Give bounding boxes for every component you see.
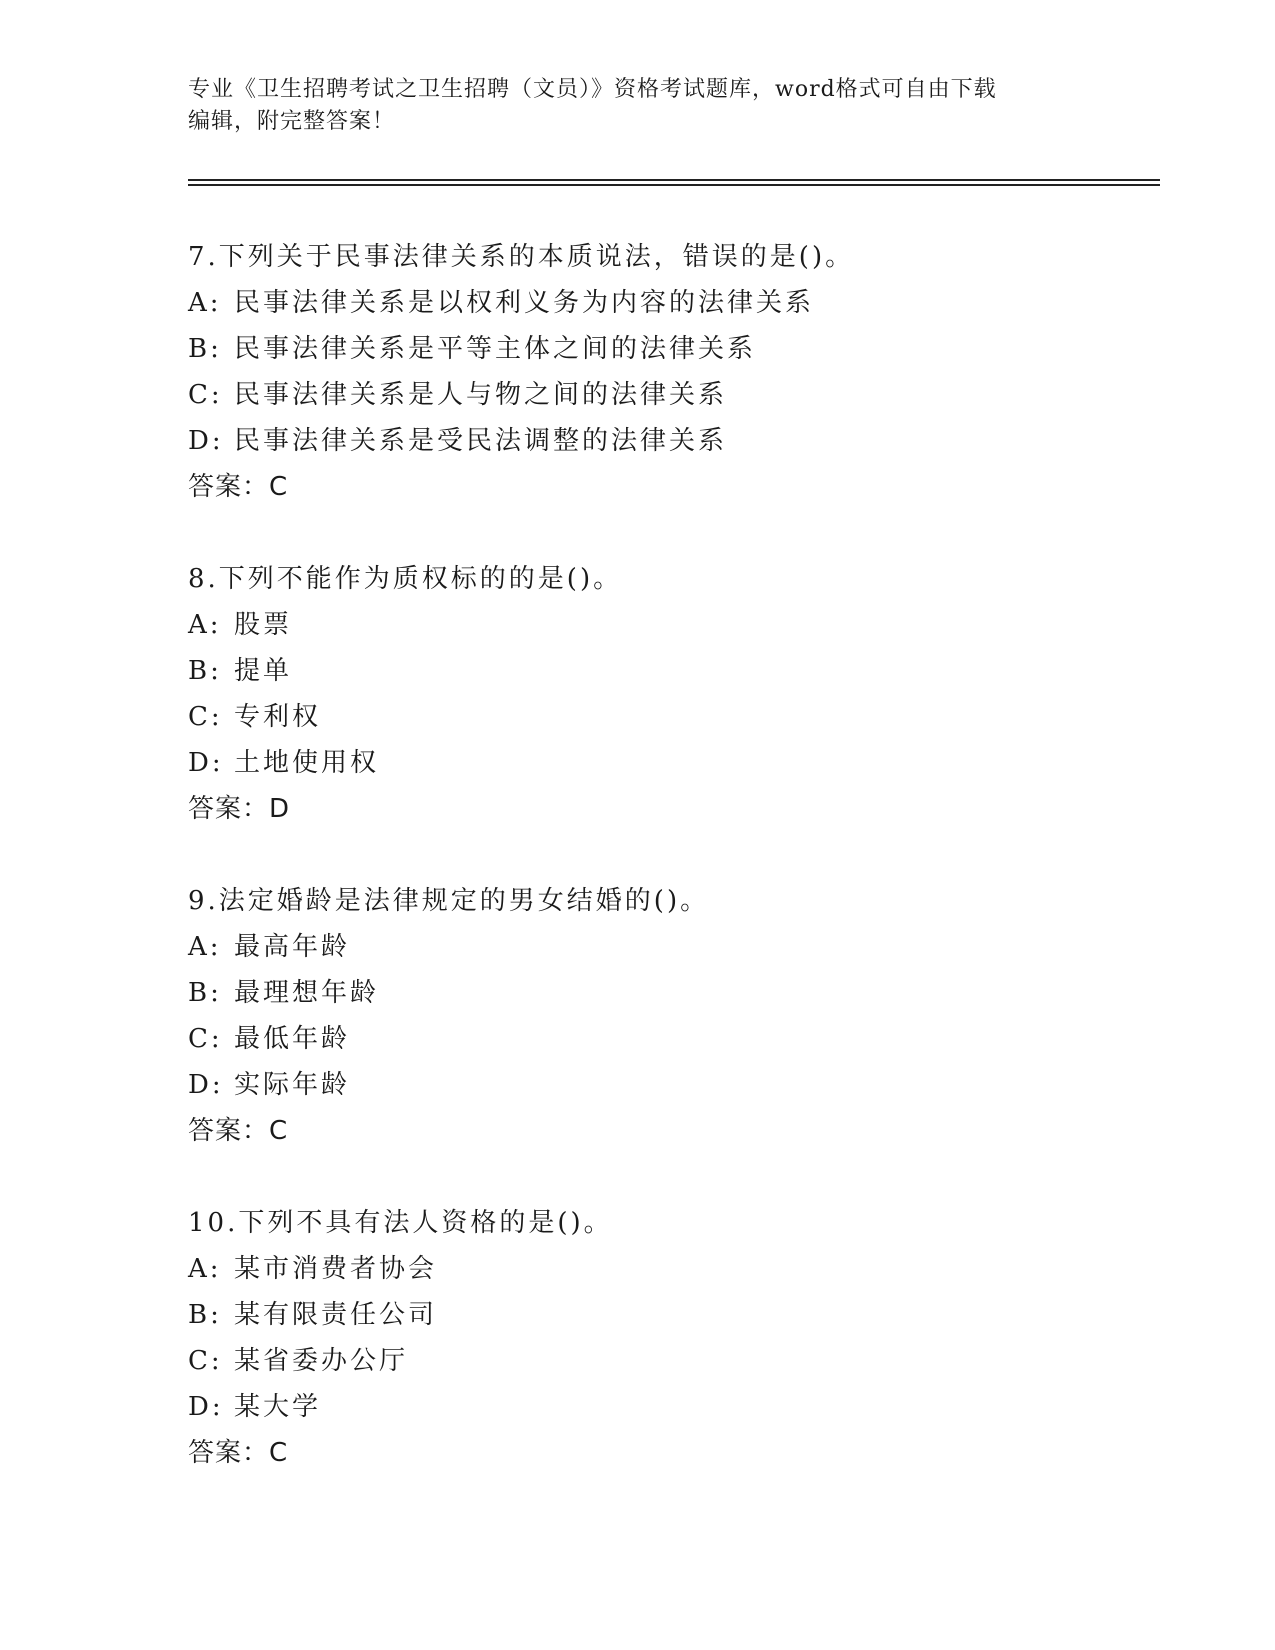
option-text: 某大学 — [234, 1392, 322, 1422]
option-b — [188, 1292, 1138, 1338]
option-c — [188, 1016, 1138, 1062]
option-d — [188, 418, 1138, 464]
option-a — [188, 1246, 1138, 1292]
header-line-1: 专业《卫生招聘考试之卫生招聘（文员）》资格考试题库，word格式可自由下载 — [188, 77, 997, 102]
question-7 — [188, 234, 1138, 510]
option-key: C: — [188, 1024, 223, 1054]
option-d — [188, 740, 1138, 786]
option-key: D: — [188, 748, 224, 778]
option-key: C: — [188, 380, 223, 410]
header-divider-top — [188, 179, 1160, 181]
option-key: A: — [188, 288, 222, 318]
question-stem: 9.法定婚龄是法律规定的男女结婚的()。 — [188, 886, 710, 916]
option-a — [188, 280, 1138, 326]
option-key: C: — [188, 702, 223, 732]
option-text: 股票 — [234, 610, 293, 640]
option-d — [188, 1384, 1138, 1430]
option-text: 民事法律关系是受民法调整的法律关系 — [234, 426, 728, 456]
option-text: 某市消费者协会 — [234, 1254, 438, 1284]
option-a — [188, 602, 1138, 648]
question-9 — [188, 878, 1138, 1154]
option-text: 最低年龄 — [234, 1024, 351, 1054]
document-header — [188, 74, 1088, 138]
option-b — [188, 648, 1138, 694]
option-text: 提单 — [234, 656, 293, 686]
option-c — [188, 1338, 1138, 1384]
question-stem: 7.下列关于民事法律关系的本质说法，错误的是()。 — [188, 242, 855, 272]
option-a — [188, 924, 1138, 970]
header-divider-bottom — [188, 184, 1160, 186]
answer-line: 答案：D — [188, 794, 291, 824]
option-d — [188, 1062, 1138, 1108]
question-stem: 10.下列不具有法人资格的是()。 — [188, 1208, 613, 1238]
option-text: 某有限责任公司 — [234, 1300, 438, 1330]
question-stem: 8.下列不能作为质权标的的是()。 — [188, 564, 623, 594]
answer-line: 答案：C — [188, 1116, 289, 1146]
option-key: B: — [188, 1300, 222, 1330]
option-text: 民事法律关系是以权利义务为内容的法律关系 — [234, 288, 815, 318]
option-c — [188, 694, 1138, 740]
option-text: 某省委办公厅 — [234, 1346, 409, 1376]
option-text: 民事法律关系是人与物之间的法律关系 — [234, 380, 728, 410]
answer-line: 答案：C — [188, 472, 289, 502]
option-text: 专利权 — [234, 702, 322, 732]
option-key: C: — [188, 1346, 223, 1376]
option-b — [188, 326, 1138, 372]
option-b — [188, 970, 1138, 1016]
option-key: D: — [188, 426, 224, 456]
option-text: 最高年龄 — [234, 932, 351, 962]
option-key: D: — [188, 1392, 224, 1422]
option-key: A: — [188, 1254, 222, 1284]
option-key: A: — [188, 610, 222, 640]
option-key: B: — [188, 334, 222, 364]
answer-line: 答案：C — [188, 1438, 289, 1468]
question-8 — [188, 556, 1138, 832]
option-text: 土地使用权 — [234, 748, 380, 778]
option-key: B: — [188, 978, 222, 1008]
option-c — [188, 372, 1138, 418]
question-10 — [188, 1200, 1138, 1476]
option-key: A: — [188, 932, 222, 962]
option-text: 最理想年龄 — [234, 978, 380, 1008]
option-key: D: — [188, 1070, 224, 1100]
option-text: 民事法律关系是平等主体之间的法律关系 — [234, 334, 757, 364]
option-key: B: — [188, 656, 222, 686]
option-text: 实际年龄 — [234, 1070, 351, 1100]
header-line-2: 编辑，附完整答案！ — [188, 109, 396, 134]
